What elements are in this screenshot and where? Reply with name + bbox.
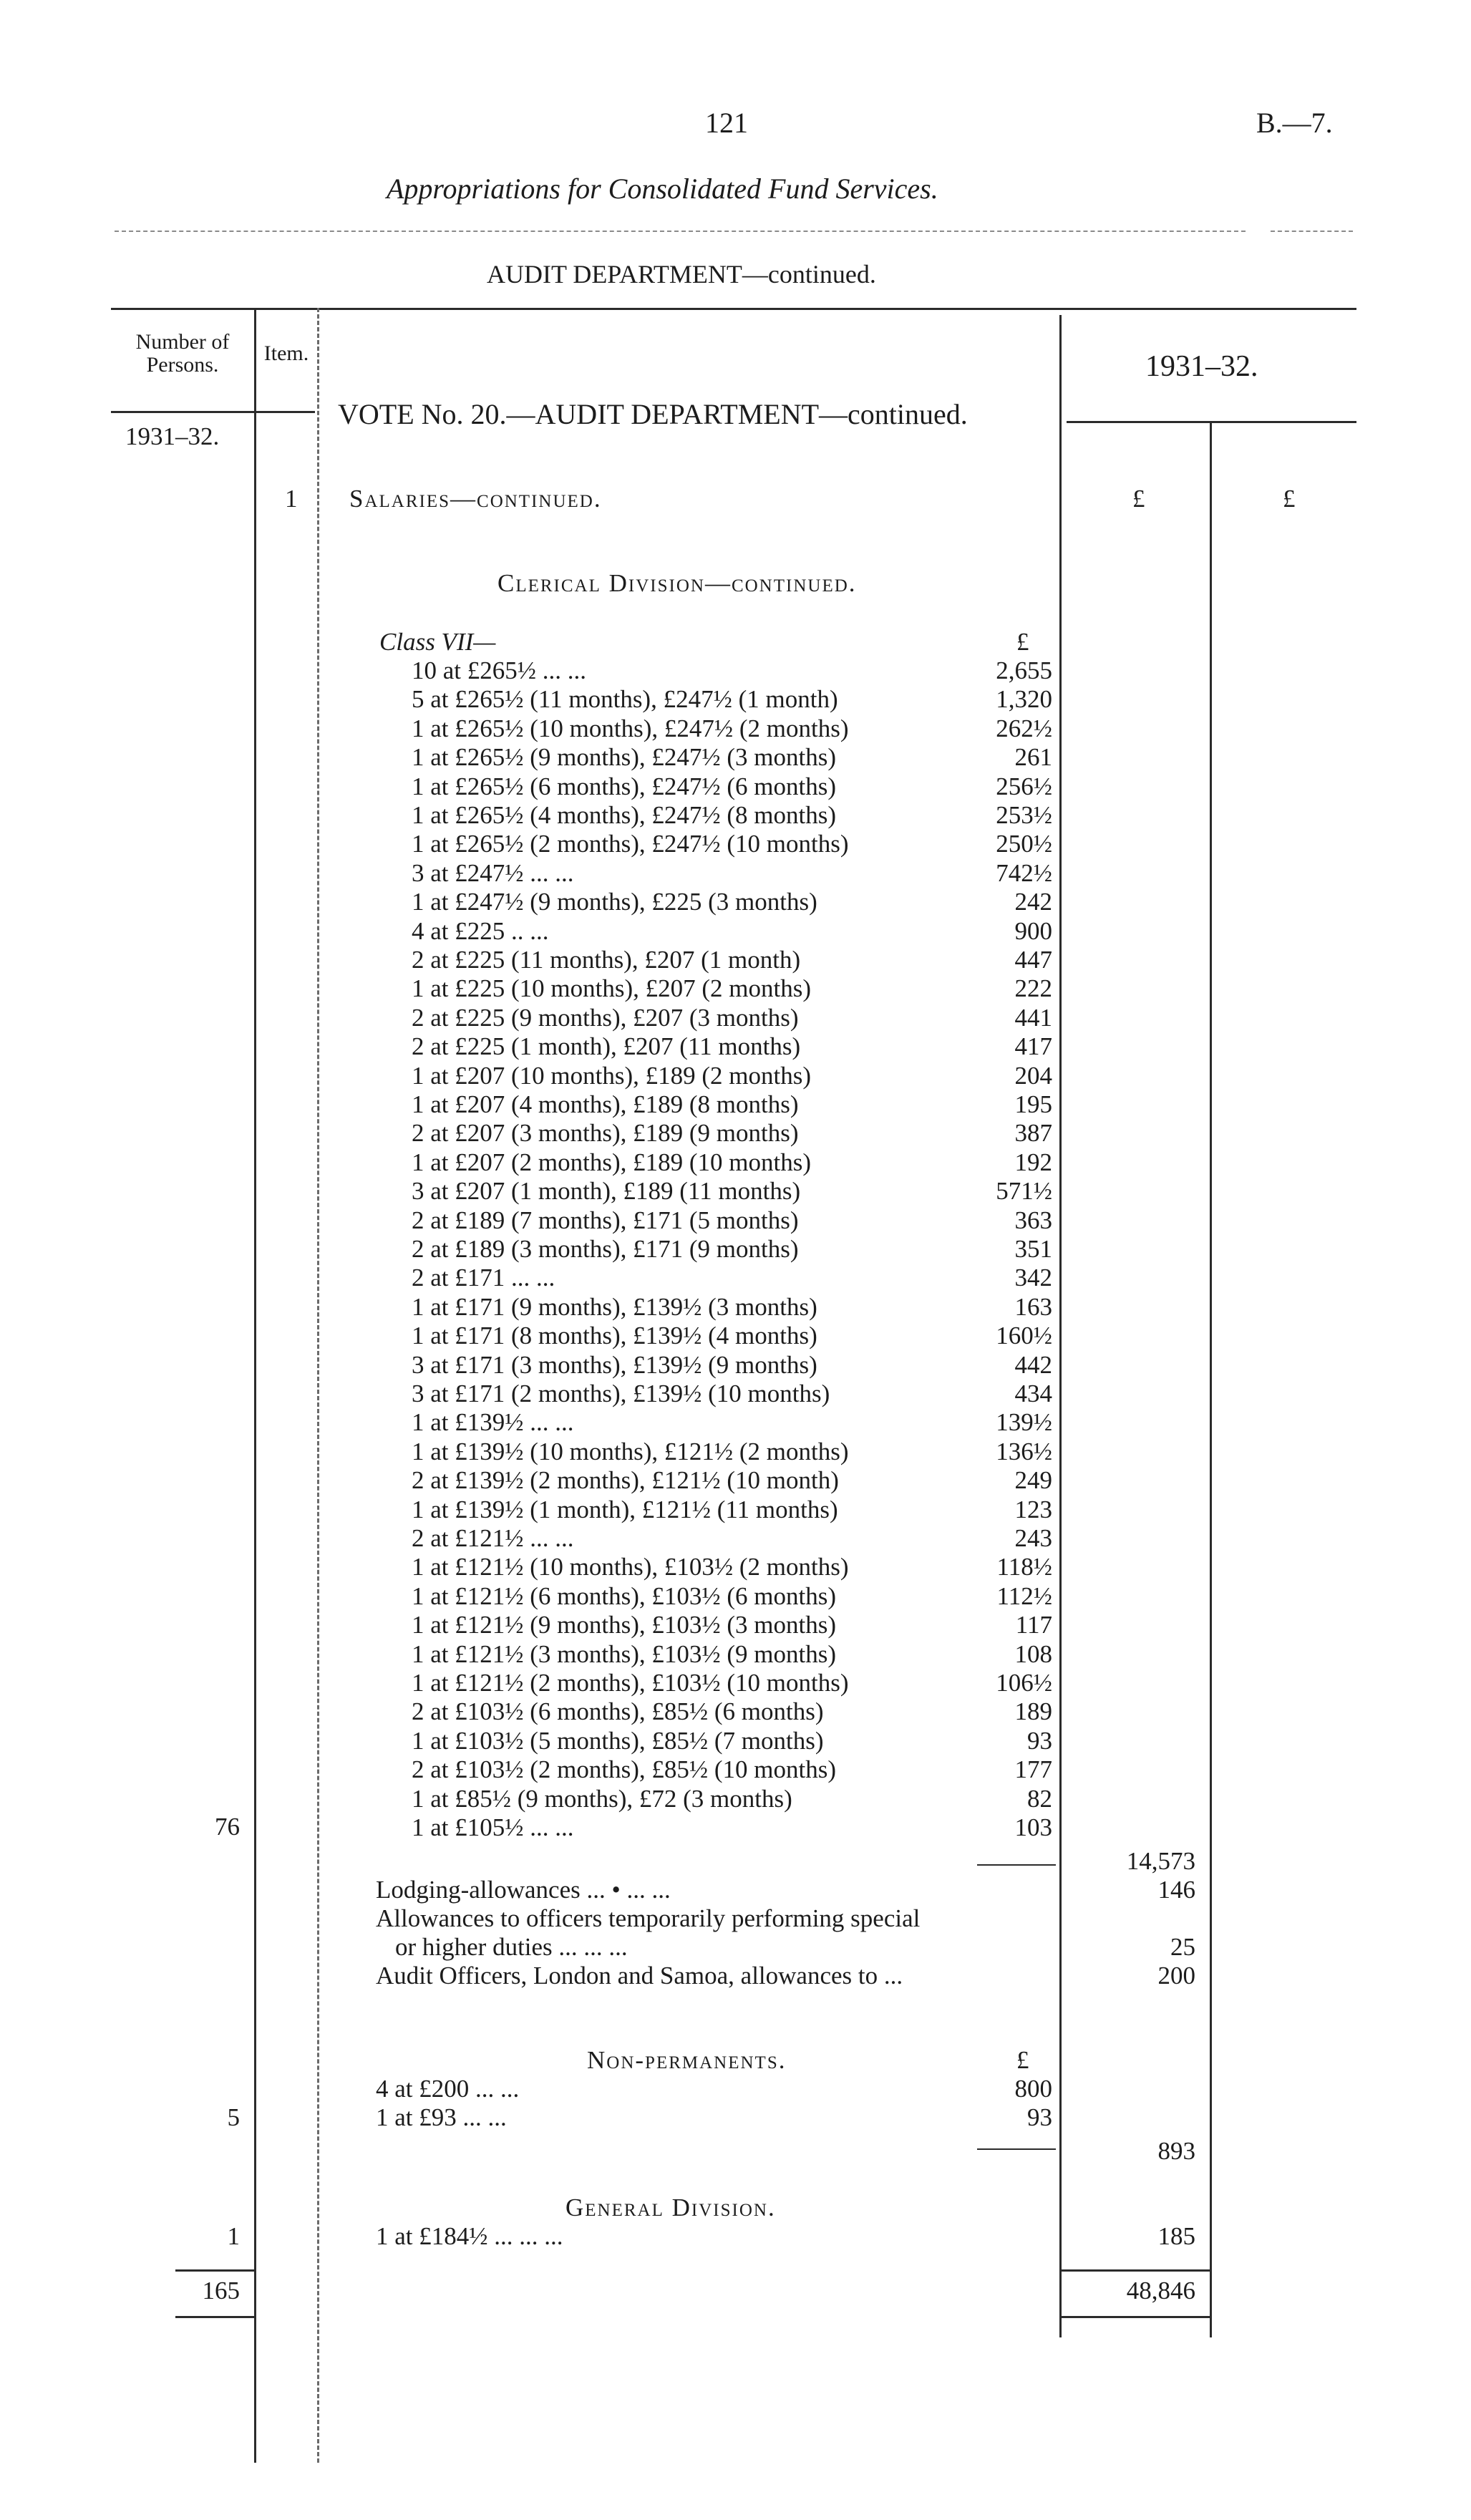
vote-title: VOTE No. 20.—AUDIT DEPARTMENT—continued. — [338, 398, 968, 430]
allowances-label-1: Allowances to officers temporarily performing special — [376, 1904, 921, 1932]
class-row-amount: 434 — [1014, 1380, 1052, 1407]
currency-col1: £ — [1132, 485, 1145, 513]
class-row-desc: 2 at £103½ (2 months), £85½ (10 months) — [412, 1755, 837, 1783]
general-heading: General Division. — [565, 2194, 776, 2221]
class-row-amount: 249 — [1014, 1466, 1052, 1494]
total-persons: 165 — [202, 2277, 240, 2305]
grand-total: 48,846 — [1126, 2277, 1195, 2305]
class-row — [0, 1235, 1471, 1264]
class-row — [0, 1785, 1471, 1813]
class-row-amount: 222 — [1014, 974, 1052, 1002]
general-amount: 185 — [1157, 2222, 1195, 2250]
class-row-amount: 103 — [1014, 1813, 1052, 1841]
non-permanents-total: 893 — [1157, 2137, 1195, 2165]
salaries-heading: Salaries—continued. — [349, 485, 602, 513]
class-row-desc: 2 at £189 (3 months), £171 (9 months) — [412, 1235, 799, 1263]
non-perm-amount: 800 — [1014, 2075, 1052, 2103]
class-row-amount: 447 — [1014, 946, 1052, 974]
non-perm-subtotal-rule — [977, 2148, 1056, 2150]
class-row-amount: 163 — [1014, 1293, 1052, 1321]
title-rule-right — [1271, 231, 1353, 232]
class-row-desc: 1 at £207 (4 months), £189 (8 months) — [412, 1090, 799, 1118]
class-row-amount: 442 — [1014, 1351, 1052, 1379]
class-row — [0, 1032, 1471, 1061]
class-row — [0, 1408, 1471, 1437]
total-top-rule-amount — [1059, 2269, 1210, 2272]
class-row-desc: 1 at £207 (10 months), £189 (2 months) — [412, 1062, 812, 1090]
class-row — [0, 1004, 1471, 1032]
class-row — [0, 1553, 1471, 1581]
class-row-desc: 1 at £247½ (9 months), £225 (3 months) — [412, 888, 817, 916]
non-perm-amount: 93 — [1027, 2103, 1052, 2131]
class-row — [0, 917, 1471, 946]
class-row-amount: 262½ — [996, 714, 1052, 742]
lodging-label: Lodging-allowances ... • ... ... — [376, 1876, 671, 1904]
class-row-desc: 1 at £85½ (9 months), £72 (3 months) — [412, 1785, 792, 1813]
class-row-desc: 1 at £121½ (9 months), £103½ (3 months) — [412, 1611, 837, 1639]
class-row-amount: 192 — [1014, 1148, 1052, 1176]
class-row-amount: 441 — [1014, 1004, 1052, 1032]
class-row-amount: 387 — [1014, 1119, 1052, 1147]
class-row-amount: 106½ — [996, 1669, 1052, 1697]
non-permanents-currency: £ — [1016, 2046, 1029, 2074]
general-row: 1 at £184½ ... ... ... — [376, 2222, 563, 2250]
class-row — [0, 801, 1471, 830]
class-row — [0, 772, 1471, 801]
non-perm-row — [0, 2075, 1471, 2103]
class-row-amount: 177 — [1014, 1755, 1052, 1783]
class-row-desc: 1 at £121½ (3 months), £103½ (9 months) — [412, 1640, 837, 1668]
class-row — [0, 1264, 1471, 1292]
class-row — [0, 888, 1471, 916]
class-row — [0, 1727, 1471, 1755]
audit-officers-amount: 200 — [1157, 1962, 1195, 1990]
class-row — [0, 1148, 1471, 1177]
class-row-desc: 3 at £247½ ... ... — [412, 859, 574, 887]
total-bottom-rule-persons — [175, 2316, 254, 2318]
class-row-amount: 93 — [1027, 1727, 1052, 1755]
class-row-desc: 1 at £265½ (10 months), £247½ (2 months) — [412, 714, 849, 742]
class-row-desc: 2 at £121½ ... ... — [412, 1524, 574, 1552]
non-permanents-heading: Non-permanents. — [587, 2046, 787, 2074]
class-row-desc: 3 at £171 (3 months), £139½ (9 months) — [412, 1351, 817, 1379]
header-item: Item. — [263, 341, 309, 365]
class-row — [0, 1177, 1471, 1206]
class-row-desc: 5 at £265½ (11 months), £247½ (1 month) — [412, 685, 838, 713]
class-row-desc: 2 at £225 (11 months), £207 (1 month) — [412, 946, 801, 974]
class-row-desc: 1 at £265½ (2 months), £247½ (10 months) — [412, 830, 849, 858]
class-row — [0, 1322, 1471, 1350]
class-row-amount: 139½ — [996, 1408, 1052, 1436]
class-row-desc: 2 at £225 (9 months), £207 (3 months) — [412, 1004, 799, 1032]
class-row-amount: 204 — [1014, 1062, 1052, 1090]
class-row-amount: 108 — [1014, 1640, 1052, 1668]
class-row-amount: 900 — [1014, 917, 1052, 945]
header-number-of-persons: Number of Persons. — [135, 330, 230, 377]
page-number: 121 — [705, 107, 748, 139]
class-row-desc: 1 at £121½ (6 months), £103½ (6 months) — [412, 1582, 837, 1610]
page-title: Appropriations for Consolidated Fund Services. — [387, 173, 938, 205]
class-row — [0, 1351, 1471, 1380]
class-row — [0, 1697, 1471, 1726]
class-row — [0, 656, 1471, 685]
class-row-desc: 1 at £121½ (2 months), £103½ (10 months) — [412, 1669, 849, 1697]
class-row-amount: 342 — [1014, 1264, 1052, 1292]
class-row — [0, 714, 1471, 743]
class-row-amount: 571½ — [996, 1177, 1052, 1205]
class-row — [0, 1206, 1471, 1235]
header-rule-item — [256, 411, 315, 413]
class-row-amount: 250½ — [996, 830, 1052, 858]
class-row-desc: 2 at £225 (1 month), £207 (11 months) — [412, 1032, 801, 1060]
clerical-persons: 76 — [215, 1813, 240, 1841]
persons-year: 1931–32. — [125, 422, 220, 450]
class-row — [0, 1496, 1471, 1524]
class-label: Class VII— — [379, 628, 496, 656]
class-row-desc: 3 at £171 (2 months), £139½ (10 months) — [412, 1380, 830, 1407]
title-rule — [115, 231, 1246, 232]
class-row — [0, 974, 1471, 1003]
class-row — [0, 1611, 1471, 1639]
class-row-amount: 256½ — [996, 772, 1052, 800]
class-row — [0, 1293, 1471, 1322]
total-bottom-rule-amount — [1059, 2316, 1210, 2318]
non-perm-desc: 4 at £200 ... ... — [376, 2075, 520, 2103]
class-row — [0, 1466, 1471, 1495]
header-rule-persons — [111, 411, 254, 413]
class-row-amount: 417 — [1014, 1032, 1052, 1060]
allowances-amount: 25 — [1170, 1933, 1195, 1961]
class-row-desc: 1 at £139½ (1 month), £121½ (11 months) — [412, 1496, 838, 1523]
class-row-desc: 1 at £139½ ... ... — [412, 1408, 574, 1436]
class-row — [0, 830, 1471, 858]
class-row-desc: 2 at £189 (7 months), £171 (5 months) — [412, 1206, 799, 1234]
class-row — [0, 1582, 1471, 1611]
allowances-label-2: or higher duties ... ... ... — [395, 1933, 628, 1961]
class-row — [0, 859, 1471, 888]
class-row-amount: 112½ — [996, 1582, 1052, 1610]
class-row-amount: 117 — [1015, 1611, 1052, 1639]
class-row-desc: 2 at £103½ (6 months), £85½ (6 months) — [412, 1697, 824, 1725]
class-row-amount: 160½ — [996, 1322, 1052, 1349]
class-row-amount: 243 — [1014, 1524, 1052, 1552]
non-perm-desc: 1 at £93 ... ... — [376, 2103, 507, 2131]
class-row — [0, 1669, 1471, 1697]
table-top-rule — [111, 308, 1356, 310]
class-row-amount: 123 — [1014, 1496, 1052, 1523]
header-year: 1931–32. — [1145, 350, 1258, 383]
class-row — [0, 1640, 1471, 1669]
class-row-desc: 1 at £225 (10 months), £207 (2 months) — [412, 974, 812, 1002]
class-row-amount: 118½ — [996, 1553, 1052, 1581]
class-row-desc: 1 at £121½ (10 months), £103½ (2 months) — [412, 1553, 849, 1581]
class-row-desc: 1 at £265½ (6 months), £247½ (6 months) — [412, 772, 837, 800]
class-row-desc: 4 at £225 .. ... — [412, 917, 549, 945]
item-number: 1 — [285, 485, 298, 513]
class-row-desc: 1 at £207 (2 months), £189 (10 months) — [412, 1148, 812, 1176]
audit-officers-label: Audit Officers, London and Samoa, allowances to ... — [376, 1962, 903, 1990]
general-persons: 1 — [227, 2222, 240, 2250]
class-row — [0, 1119, 1471, 1148]
class-row-amount: 363 — [1014, 1206, 1052, 1234]
class-row-amount: 242 — [1014, 888, 1052, 916]
class-row-amount: 742½ — [996, 859, 1052, 887]
class-row-amount: 136½ — [996, 1438, 1052, 1465]
class-row-desc: 2 at £207 (3 months), £189 (9 months) — [412, 1119, 799, 1147]
class-row — [0, 1062, 1471, 1090]
class-row-amount: 253½ — [996, 801, 1052, 829]
header-rule-amount — [1067, 421, 1356, 423]
class-row — [0, 1438, 1471, 1466]
class-row-desc: 1 at £105½ ... ... — [412, 1813, 574, 1841]
class-row-amount: 2,655 — [996, 656, 1052, 684]
class-row — [0, 1524, 1471, 1553]
class-row-desc: 1 at £103½ (5 months), £85½ (7 months) — [412, 1727, 824, 1755]
lodging-amount: 146 — [1157, 1876, 1195, 1904]
class-row-desc: 2 at £139½ (2 months), £121½ (10 month) — [412, 1466, 839, 1494]
class-row — [0, 743, 1471, 772]
class-row-desc: 1 at £171 (8 months), £139½ (4 months) — [412, 1322, 817, 1349]
paper-reference: B.—7. — [1256, 107, 1333, 139]
clerical-total: 14,573 — [1126, 1847, 1195, 1875]
total-top-rule-persons — [175, 2269, 254, 2272]
class-row — [0, 1380, 1471, 1408]
class-row — [0, 1090, 1471, 1119]
currency-col2: £ — [1283, 485, 1296, 513]
class-row-amount: 82 — [1027, 1785, 1052, 1813]
class-row-desc: 1 at £171 (9 months), £139½ (3 months) — [412, 1293, 817, 1321]
class-currency: £ — [1016, 628, 1029, 656]
class-row-amount: 351 — [1014, 1235, 1052, 1263]
class-row-desc: 10 at £265½ ... ... — [412, 656, 587, 684]
class-row-desc: 1 at £139½ (10 months), £121½ (2 months) — [412, 1438, 849, 1465]
class-row — [0, 685, 1471, 714]
class-subtotal-rule — [977, 1864, 1056, 1866]
class-row — [0, 1755, 1471, 1784]
department-heading: AUDIT DEPARTMENT—continued. — [487, 260, 876, 289]
class-row-desc: 1 at £265½ (9 months), £247½ (3 months) — [412, 743, 837, 771]
class-row-amount: 1,320 — [996, 685, 1052, 713]
class-row-desc: 1 at £265½ (4 months), £247½ (8 months) — [412, 801, 837, 829]
clerical-heading: Clerical Division—continued. — [497, 569, 857, 597]
class-row-amount: 261 — [1014, 743, 1052, 771]
class-row — [0, 946, 1471, 974]
class-row-desc: 3 at £207 (1 month), £189 (11 months) — [412, 1177, 801, 1205]
class-row-amount: 189 — [1014, 1697, 1052, 1725]
class-row-desc: 2 at £171 ... ... — [412, 1264, 555, 1292]
class-row-amount: 195 — [1014, 1090, 1052, 1118]
non-permanents-persons: 5 — [227, 2103, 240, 2131]
